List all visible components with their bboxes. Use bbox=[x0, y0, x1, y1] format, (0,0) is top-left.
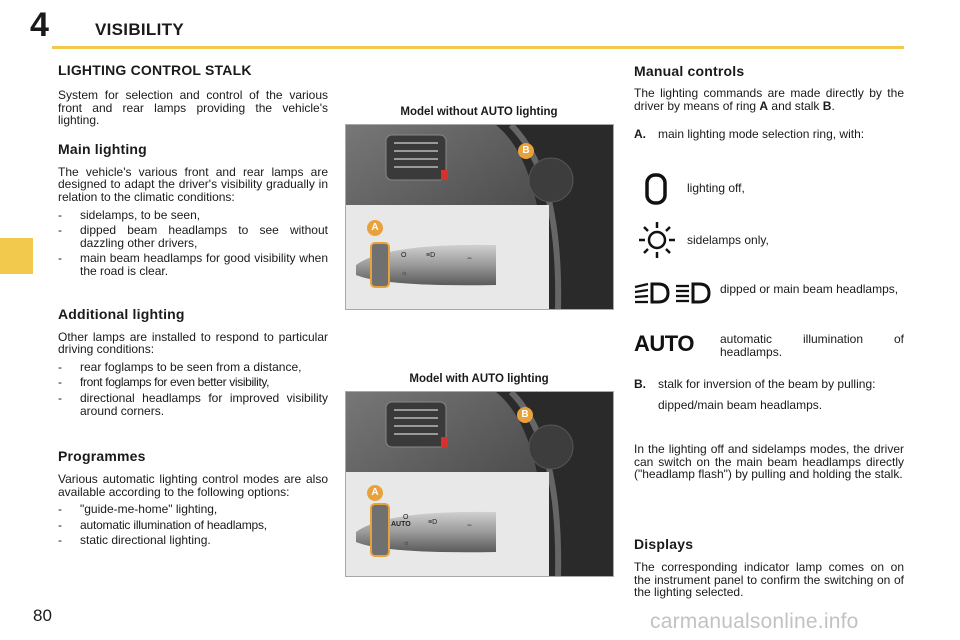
main-lighting-text: The vehicle's various front and rear lamps are designed to adapt the driver's visibility gradually in relation to the climatic conditions: bbox=[58, 164, 328, 204]
option-beam: dipped or main beam headlamps, bbox=[720, 282, 899, 296]
manual-controls-heading: Manual controls bbox=[634, 63, 745, 79]
list-item: - rear foglamps to be seen from a distance, bbox=[58, 359, 302, 374]
option-auto: automatic illumination of headlamps. bbox=[720, 332, 904, 359]
label-b-badge: B bbox=[518, 143, 534, 159]
manual-controls-text: The lighting commands are made directly by the driver by means of ring A and stalk B. bbox=[634, 86, 904, 113]
chapter-title: VISIBILITY bbox=[95, 20, 184, 39]
left-column bbox=[58, 62, 328, 547]
svg-text:O: O bbox=[401, 252, 407, 259]
list-item: - static directional lighting. bbox=[58, 533, 211, 548]
watermark: carmanualsonline.info bbox=[650, 610, 859, 633]
intro-paragraph: System for selection and control of the various front and rear lamps providing the vehicle's lighting. bbox=[58, 88, 328, 128]
svg-text:≡D: ≡D bbox=[428, 519, 438, 526]
main-lighting-list bbox=[58, 209, 328, 278]
stalk-illustration bbox=[346, 125, 613, 309]
chapter-side-tab bbox=[0, 238, 33, 274]
programmes-list bbox=[58, 503, 328, 547]
chapter-number: 4 bbox=[30, 6, 49, 44]
list-item: - front foglamps for even better visibility, bbox=[58, 375, 270, 390]
programmes-text: Various automatic lighting control modes are also available according to the following options: bbox=[58, 472, 328, 499]
headlamp-beam-icon bbox=[634, 282, 712, 304]
programmes-heading: Programmes bbox=[58, 448, 146, 465]
page-number: 80 bbox=[33, 606, 52, 625]
svg-text:⇔: ⇔ bbox=[466, 522, 473, 529]
svg-text:☼: ☼ bbox=[403, 540, 410, 547]
header-rule bbox=[52, 46, 904, 49]
figure2-caption: Model with AUTO lighting bbox=[409, 373, 549, 385]
figure2-stalk-photo bbox=[345, 391, 614, 577]
item-a: A. main lighting mode selection ring, with: bbox=[634, 127, 865, 141]
displays-heading: Displays bbox=[634, 536, 694, 552]
figure1-stalk-photo bbox=[345, 124, 614, 310]
headlamp-flash-paragraph: In the lighting off and sidelamps modes, the driver can switch on the main beam headlamps directly ("headlamp flash") by pulling and holding the stalk. bbox=[634, 442, 904, 482]
label-a-badge: A bbox=[367, 220, 383, 236]
svg-text:O: O bbox=[403, 514, 409, 521]
displays-text: The corresponding indicator lamp comes on on the instrument panel to confirm the switching on of the lighting selected. bbox=[634, 560, 904, 600]
list-item: - dipped beam headlamps to see without dazzling other drivers, bbox=[58, 223, 328, 250]
label-a-badge: A bbox=[367, 485, 383, 501]
section-title: LIGHTING CONTROL STALK bbox=[58, 62, 252, 78]
list-item: - "guide-me-home" lighting, bbox=[58, 502, 218, 517]
main-lighting-heading: Main lighting bbox=[58, 140, 147, 157]
svg-text:⇔: ⇔ bbox=[466, 255, 473, 262]
svg-text:≡D: ≡D bbox=[426, 252, 436, 259]
sidelamps-icon bbox=[636, 221, 678, 259]
figure1-caption: Model without AUTO lighting bbox=[400, 106, 558, 118]
label-b-badge: B bbox=[517, 407, 533, 423]
item-b: B. stalk for inversion of the beam by pulling: dipped/main beam headlamps. bbox=[634, 377, 876, 412]
option-lighting-off: lighting off, bbox=[687, 181, 745, 195]
auto-icon: AUTO bbox=[634, 331, 694, 356]
list-item: - main beam headlamps for good visibility when the road is clear. bbox=[58, 251, 328, 278]
list-item: - automatic illumination of headlamps, bbox=[58, 517, 267, 532]
svg-text:☼: ☼ bbox=[401, 270, 408, 277]
additional-lighting-text: Other lamps are installed to respond to particular driving conditions: bbox=[58, 329, 328, 357]
stalk-illustration bbox=[346, 392, 613, 576]
additional-lighting-list bbox=[58, 361, 328, 417]
additional-lighting-heading: Additional lighting bbox=[58, 305, 185, 322]
ring-auto-label: AUTO bbox=[391, 521, 411, 528]
option-sidelamps: sidelamps only, bbox=[687, 233, 769, 247]
list-item: - sidelamps, to be seen, bbox=[58, 207, 201, 222]
list-item: - directional headlamps for improved visibility around corners. bbox=[58, 390, 328, 418]
lighting-off-icon bbox=[644, 172, 668, 206]
